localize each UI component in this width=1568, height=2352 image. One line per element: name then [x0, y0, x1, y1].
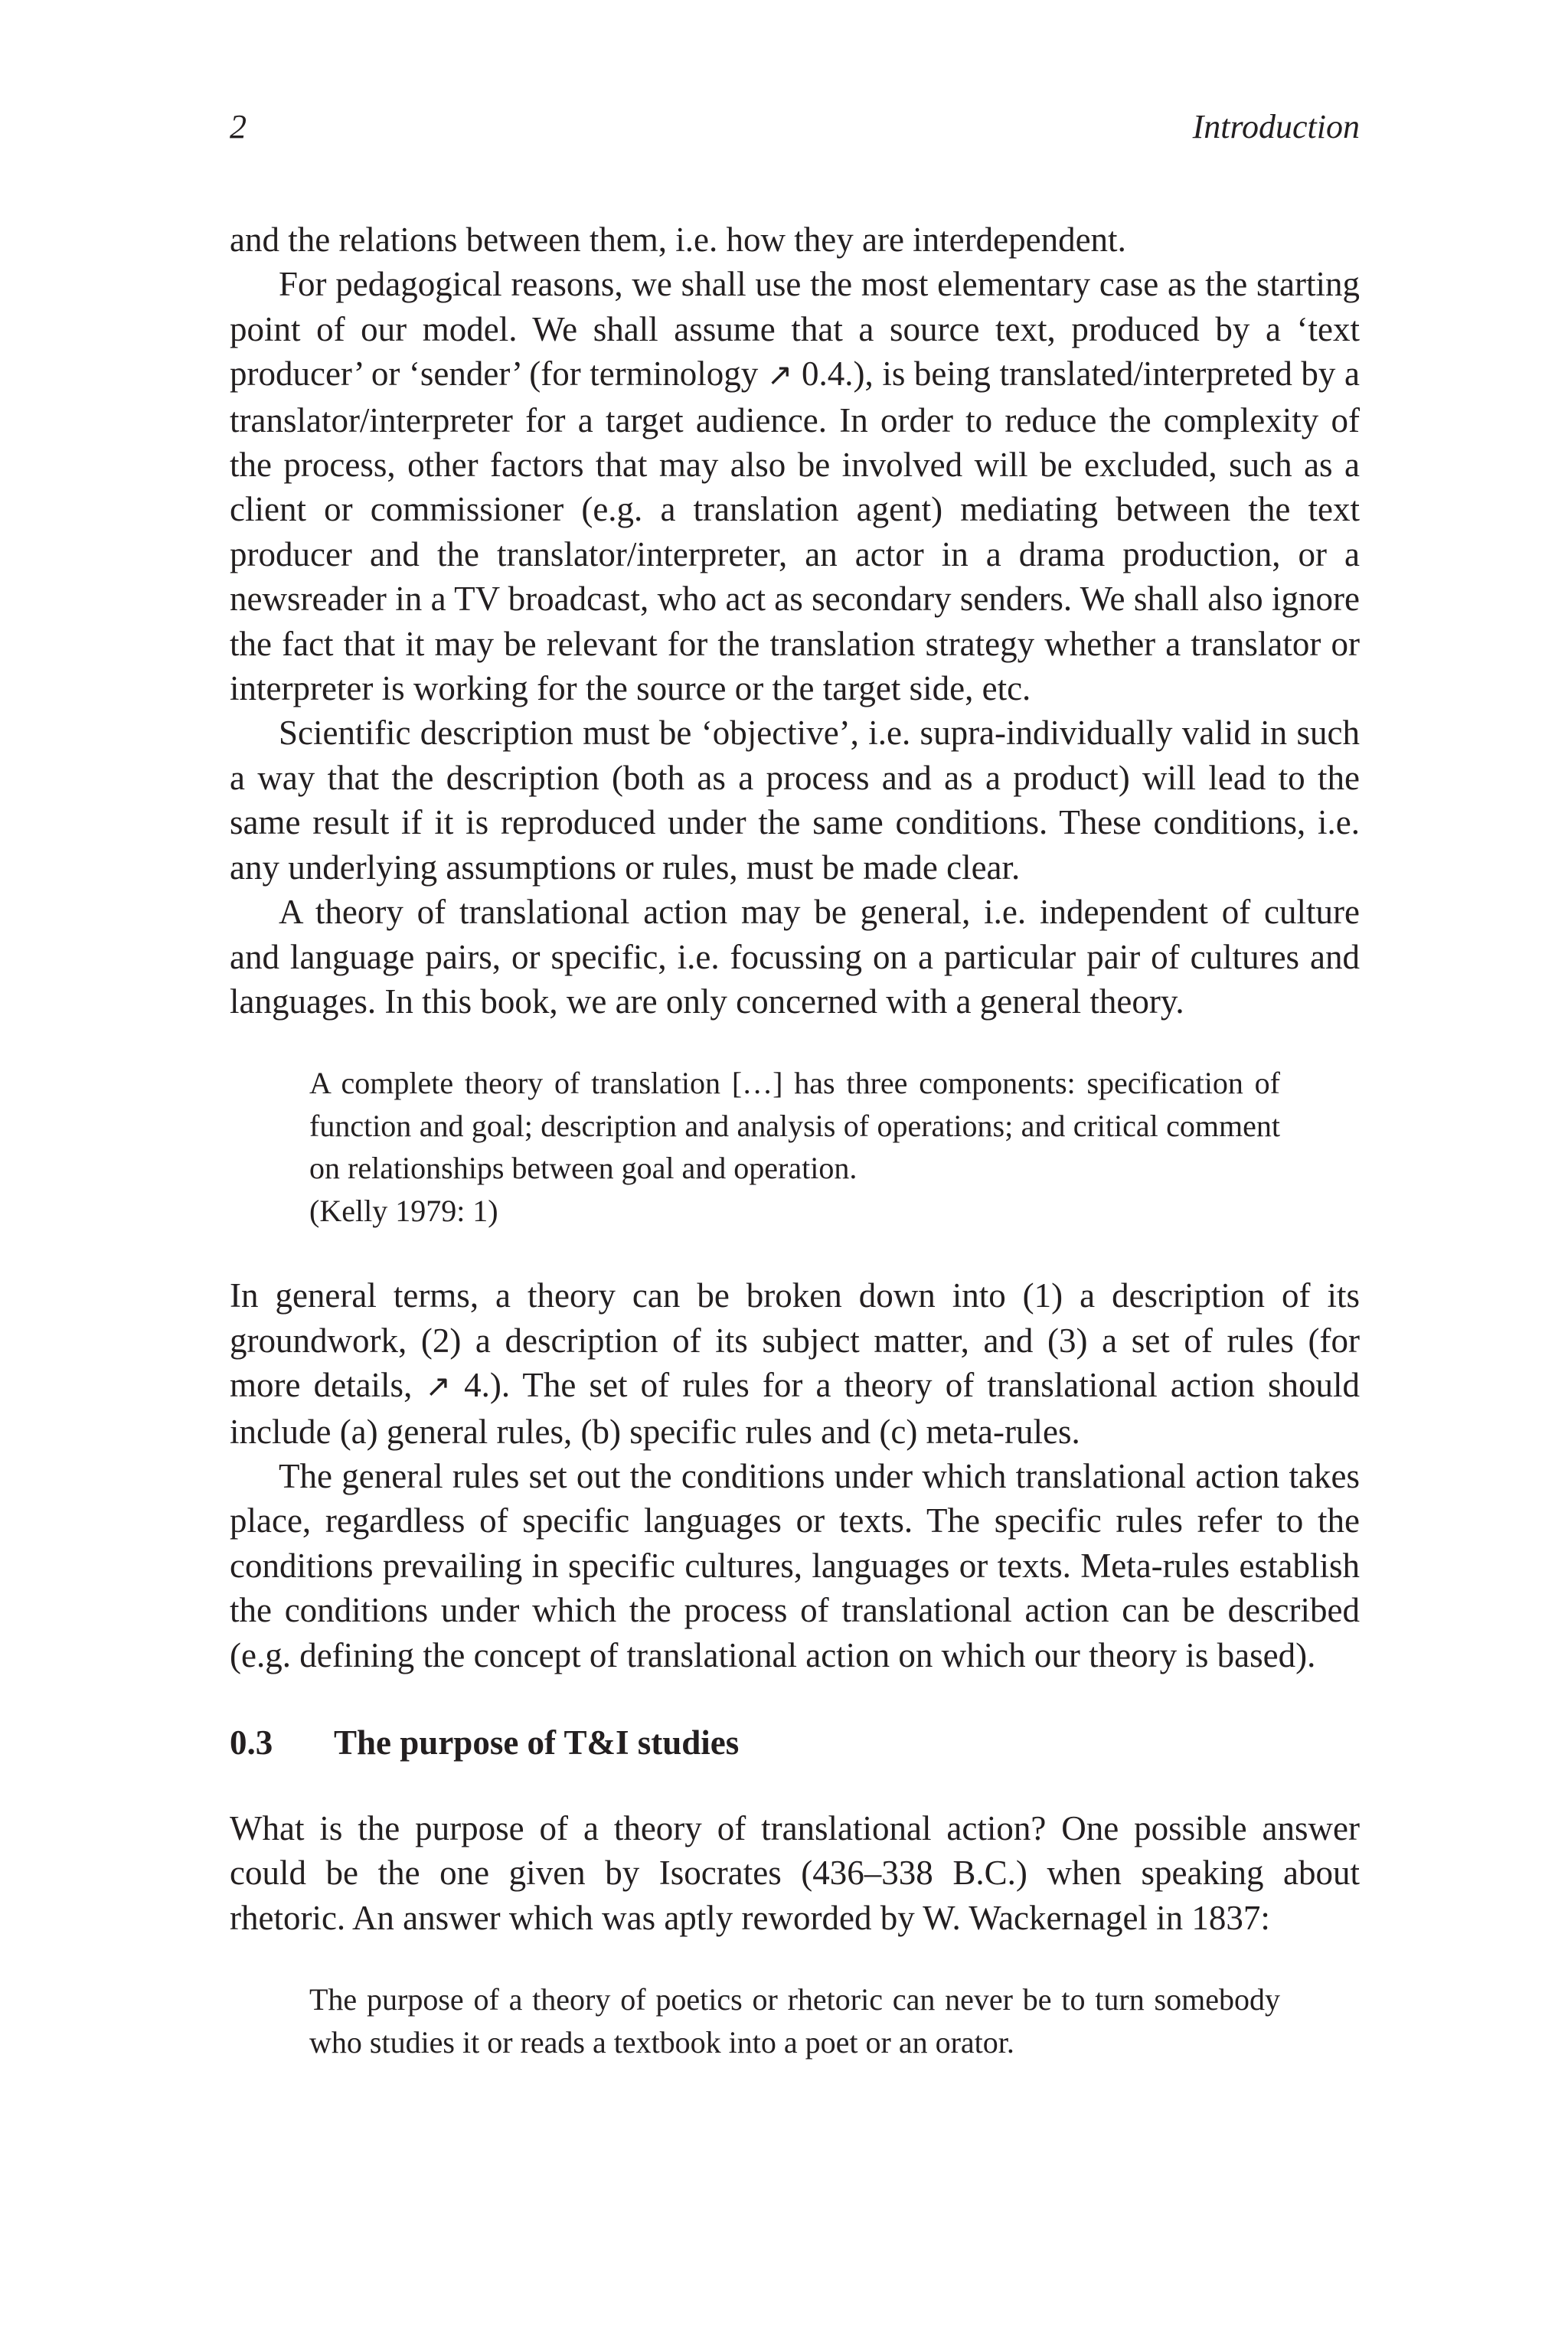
paragraph-text: For pedagogical reasons, we shall use the most elementary case as the starting point of our model. We shall assume that a source text, produced by a ‘text producer’ or ‘sender’ (for terminology	[230, 265, 1360, 394]
block-quote-kelly	[309, 1062, 1280, 1232]
cross-reference-arrow-icon: ↗	[766, 358, 793, 394]
paragraph-text: In general terms, a theory can be broken down into (1) a description of its groundwork, (2) a description of its subject matter, and (3) a set of rules (for more details,	[230, 1276, 1360, 1405]
paragraph-rules: The general rules set out the conditions under which translational action takes place, regardless of specific languages or texts. The specific rules refer to the conditions prevailing in specific cultures, languages or texts. Meta-rules establish the conditions under which the process of translational action can be described (e.g. defining the concept of translational action on which our theory is based).	[230, 1456, 1360, 1674]
body-text	[230, 217, 1360, 2105]
section-heading	[230, 1720, 1360, 1765]
section-title: The purpose of T&I studies	[334, 1723, 740, 1762]
paragraph-text: 0.4.), is being translated/interpreted by a translator/interpreter for a target audience. In order to reduce the complexity of the process, other factors that may also be involved will be excluded, such as a client or commissioner (e.g. a translation agent) mediating between the text producer and the translator/interpreter, an actor in a drama production, or a newsreader in a TV broadcast, who act as secondary senders. We shall also ignore the fact that it may be relevant for the translation strategy whether a translator or interpreter is working for the source or the target side, etc.	[230, 354, 1360, 708]
paragraph-purpose: What is the purpose of a theory of translational action? One possible answer could be the one given by Isocrates (436–338 B.C.) when speaking about rhetoric. An answer which was aptly reworded by W. Wackernagel in 1837:	[230, 1808, 1360, 1937]
cross-reference-arrow-icon: ↗	[425, 1369, 451, 1405]
section-number: 0.3	[230, 1723, 273, 1762]
paragraph-theory-components	[230, 1273, 1360, 1454]
quote-text: A complete theory of translation […] has three components: specification of function and goal; description and analysis of operations; and critical comment on relationships between goal and operation.	[309, 1066, 1280, 1186]
running-head: Introduction	[1192, 108, 1360, 145]
page-number: 2	[230, 108, 247, 145]
paragraph-pedagogical	[230, 262, 1360, 710]
paragraph-general-theory: A theory of translational action may be general, i.e. independent of culture and language pairs, or specific, i.e. focussing on a particular pair of cultures and languages. In this book, we are only concerned with a general theory.	[230, 893, 1360, 1021]
page-header	[230, 107, 1360, 153]
paragraph-text: 4.). The set of rules for a theory of translational action should include (a) general rules, (b) specific rules and (c) meta-rules.	[230, 1366, 1360, 1451]
quote-citation: (Kelly 1979: 1)	[309, 1193, 498, 1228]
paragraph-scientific-description: Scientific description must be ‘objective’, i.e. supra-individually valid in such a way that the description (both as a process and as a product) will lead to the same result if it is reproduced under the same conditions. These conditions, i.e. any underlying assumptions or rules, must be made clear.	[230, 714, 1360, 887]
paragraph-continuation: and the relations between them, i.e. how they are interdependent.	[230, 220, 1126, 259]
quote-text: The purpose of a theory of poetics or rhetoric can never be to turn somebody who studies it or reads a textbook into a poet or an orator.	[309, 1982, 1280, 2060]
block-quote-wackernagel	[309, 1978, 1280, 2063]
